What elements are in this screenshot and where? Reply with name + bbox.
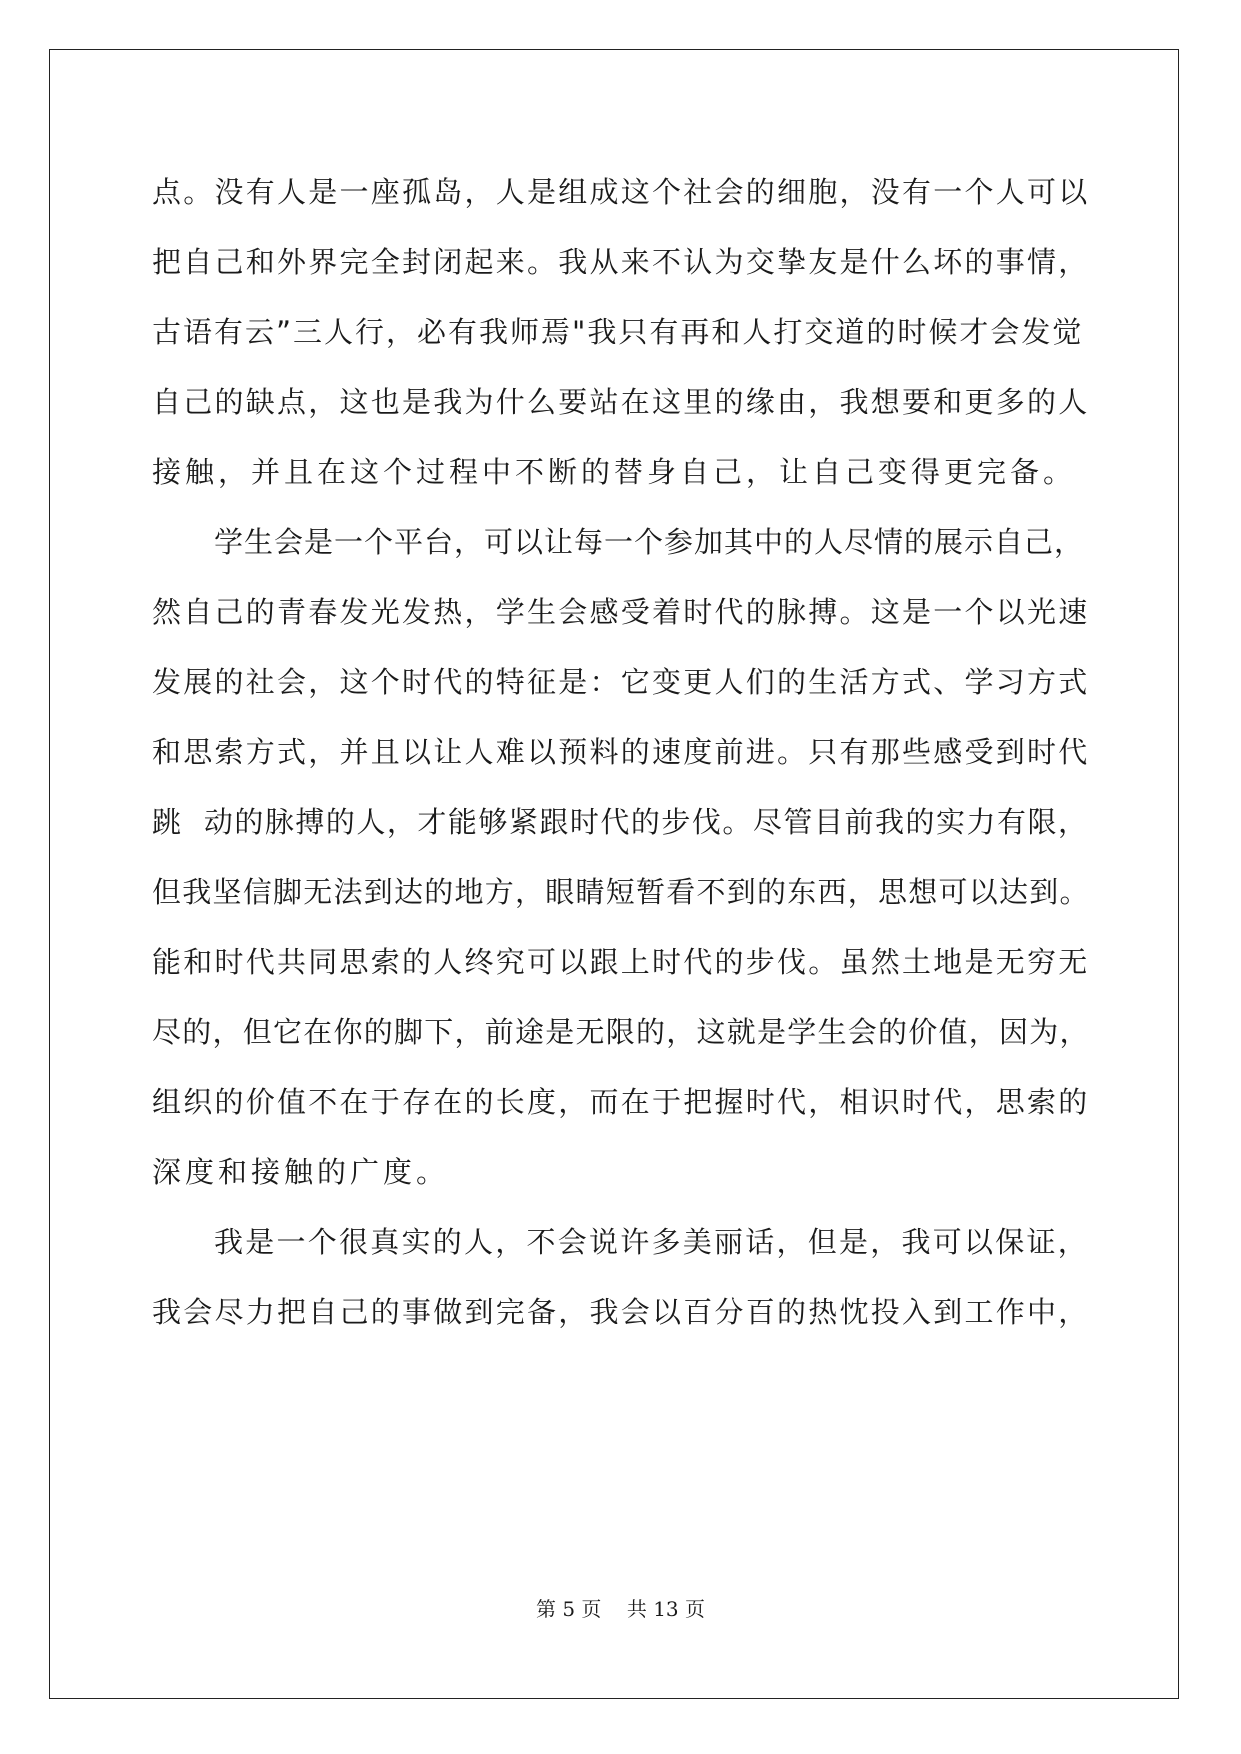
text-line-6: 学生会是一个平台，可以让每一个参加其中的人尽情的展示自己， [214,525,1085,559]
text-line-8: 发展的社会，这个时代的特征是：它变更人们的生活方式、学习方式 [152,665,1090,699]
text-line-14: 组织的价值不在于存在的长度，而在于把握时代，相识时代，思索的 [152,1085,1090,1119]
text-line-13: 尽的，但它在你的脚下，前途是无限的，这就是学生会的价值，因为， [152,1015,1090,1049]
text-line-3: 古语有云”三人行，必有我师焉"我只有再和人打交道的时候才会发觉 [152,315,1084,349]
text-line-5: 接触，并且在这个过程中不断的替身自己，让自己变得更完备。 [152,455,1077,489]
text-line-7: 然自己的青春发光发热，学生会感受着时代的脉搏。这是一个以光速 [152,595,1090,629]
text-line-17: 我会尽力把自己的事做到完备，我会以百分百的热忱投入到工作中， [152,1295,1090,1329]
text-line-10: 跳 动的脉搏的人，才能够紧跟时代的步伐。尽管目前我的实力有限， [152,805,1089,839]
text-line-16: 我是一个很真实的人，不会说许多美丽话，但是，我可以保证， [214,1225,1090,1259]
text-line-12: 能和时代共同思索的人终究可以跟上时代的步伐。虽然土地是无穷无 [152,945,1090,979]
text-line-4: 自己的缺点，这也是我为什么要站在这里的缘由，我想要和更多的人 [152,385,1090,419]
text-line-2: 把自己和外界完全封闭起来。我从来不认为交挚友是什么坏的事情， [152,245,1090,279]
text-line-1: 点。没有人是一座孤岛，人是组成这个社会的细胞，没有一个人可以 [152,175,1090,209]
page-number-footer: 第 5 页 共 13 页 [535,1597,706,1621]
text-line-15: 深度和接触的广度。 [152,1155,450,1189]
text-line-11: 但我坚信脚无法到达的地方，眼睛短暂看不到的东西，思想可以达到。 [152,875,1090,909]
text-line-9: 和思索方式，并且以让人难以预料的速度前进。只有那些感受到时代 [152,735,1090,769]
